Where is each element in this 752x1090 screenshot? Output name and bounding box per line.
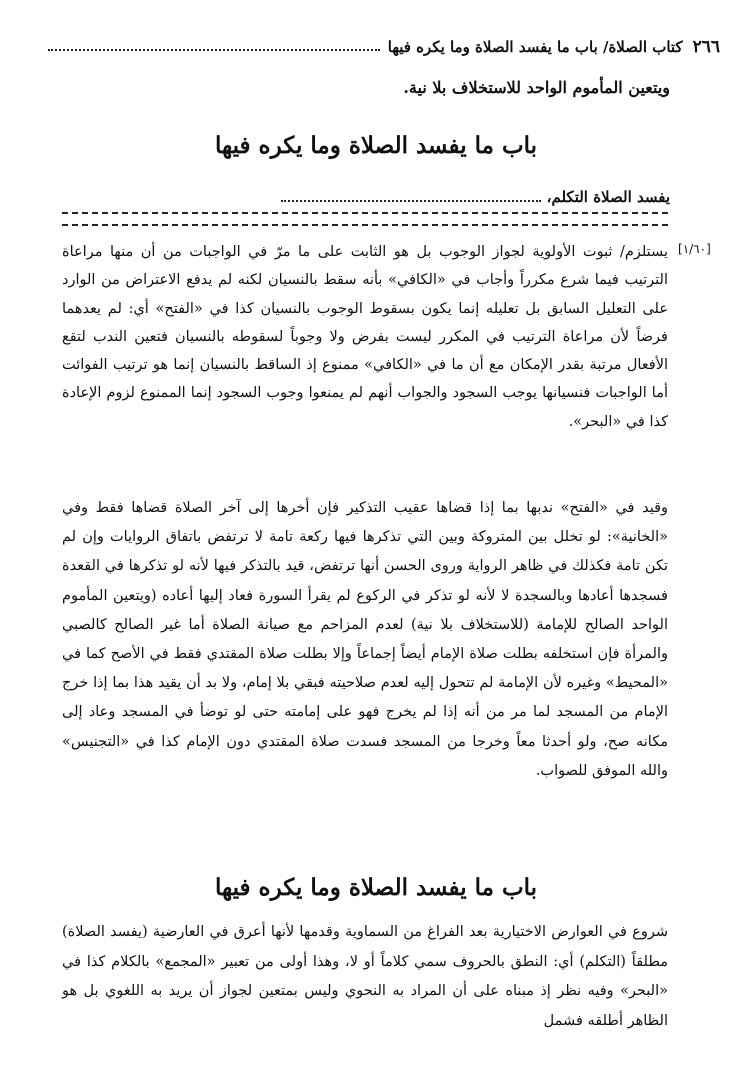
margin-folio-reference: [١/٦٠] xyxy=(678,242,711,256)
separator-rule xyxy=(62,212,668,214)
separator-rule xyxy=(62,224,668,226)
running-title: كتاب الصلاة/ باب ما يفسد الصلاة وما يكره فيها xyxy=(387,38,683,56)
chapter-title: باب ما يفسد الصلاة وما يكره فيها xyxy=(215,132,537,159)
commentary-paragraph: شروع في العوارض الاختيارية بعد الفراغ من السماوية وقدمها لأنها أعرق في العارضية (يفسد الصلاة) مطلقاً (التكلم) أي: النطق بالحروف سمي كلاماً أو لا، وهذا أولى من تعبير «المجمع» بالكلام كذا في «البحر» وفيه نظر إذ مبناه على أن المراد به النحوي وليس بمتعين لجواز أن يريد به اللغوي بل هو الظاهر أطلقه فشمل xyxy=(62,924,668,1029)
commentary-paragraph: وقيد في «الفتح» ندبها بما إذا قضاها عقيب التذكير فإن أخرها إلى آخر الصلاة قضاها فقط وفي «الخانية»: لو تخلل بين المتروكة وبين التي تذكرها فيها ركعة تامة لا ترتفض باتفاق الروايات وإن لم تكن تامة فكذلك في ظاهر الرواية وروى الحسن أنها ترتفض، قيد بالتذكر فيها لأنه لو تذكرها في القعدة فسجدها أعادها وبالسجدة لا لأنه لو تذكر في الركوع لم يقرأ السورة فعاد إليها أعاده (ويتعين المأموم الواحد الصالح للإمامة (للاستخلاف بلا نية) لعدم المزاحم مع صيانة الصلاة أما غير الصالح كالصبي والمرأة فإن استخلفه بطلت صلاة الإمام أيضاً إجماعاً وإلا بطلت صلاة المقتدي فقط في الأصح كما في «المحيط» وغيره لأن الإمامة لم تتحول إليه لعدم صلاحيته فبقي بلا إمام، ولا بد أن يقيد هذا بما إذا خرج الإمام من المسجد لما مر من أنه إذا لم يخرج فهو على إمامته حتى لو توضأ في المسجد وعاد إلى مكانه صح، ولو أحدثا معاً وخرجا من المسجد فسدت صلاة المقتدي دون الإمام كذا في «التجنيس» والله الموفق للصواب. xyxy=(62,500,668,779)
matn-excerpt: يفسد الصلاة التكلم، xyxy=(546,188,670,206)
matn-continuation-line: ويتعين المأموم الواحد للاستخلاف بلا نية. xyxy=(403,78,670,97)
page-number: ٢٦٦ xyxy=(692,37,720,57)
header-dotted-leader xyxy=(48,49,380,51)
chapter-heading: باب ما يفسد الصلاة وما يكره فيها xyxy=(215,874,537,901)
running-header xyxy=(40,34,720,60)
matn-dotted-leader xyxy=(281,200,541,202)
matn-excerpt-row xyxy=(60,186,670,208)
commentary-paragraph: يستلزم/ ثبوت الأولوية لجواز الوجوب بل هو الثابت على ما مرّ في الواجبات من أن منها مراعاة الترتيب فيما شرع مكرراً وأجاب في «الكافي» بأنه سقط بالنسيان لكنه لم يدفع الاعتراض من الوارد على التعليل السابق بل تعليله إنما يكون بسقوط الوجوب بالنسيان كذا في «الفتح» أي: لم يعدهما فرضاً لأن مراعاة الترتيب في المكرر ليست بفرض ولا وجوباً لسقوطه بالنسيان فتعين الندب لتقع الأفعال مرتبة بقدر الإمكان مع أن ما في «الكافي» ممنوع إذ الساقط بالنسيان إنما هو ترتيب الفوائت أما الواجبات فنسيانها يوجب السجود والجواب أنهم لم يمنعوا وجوب السجود إنما الممنوع لزوم الإعادة كذا في «البحر». xyxy=(62,244,668,430)
